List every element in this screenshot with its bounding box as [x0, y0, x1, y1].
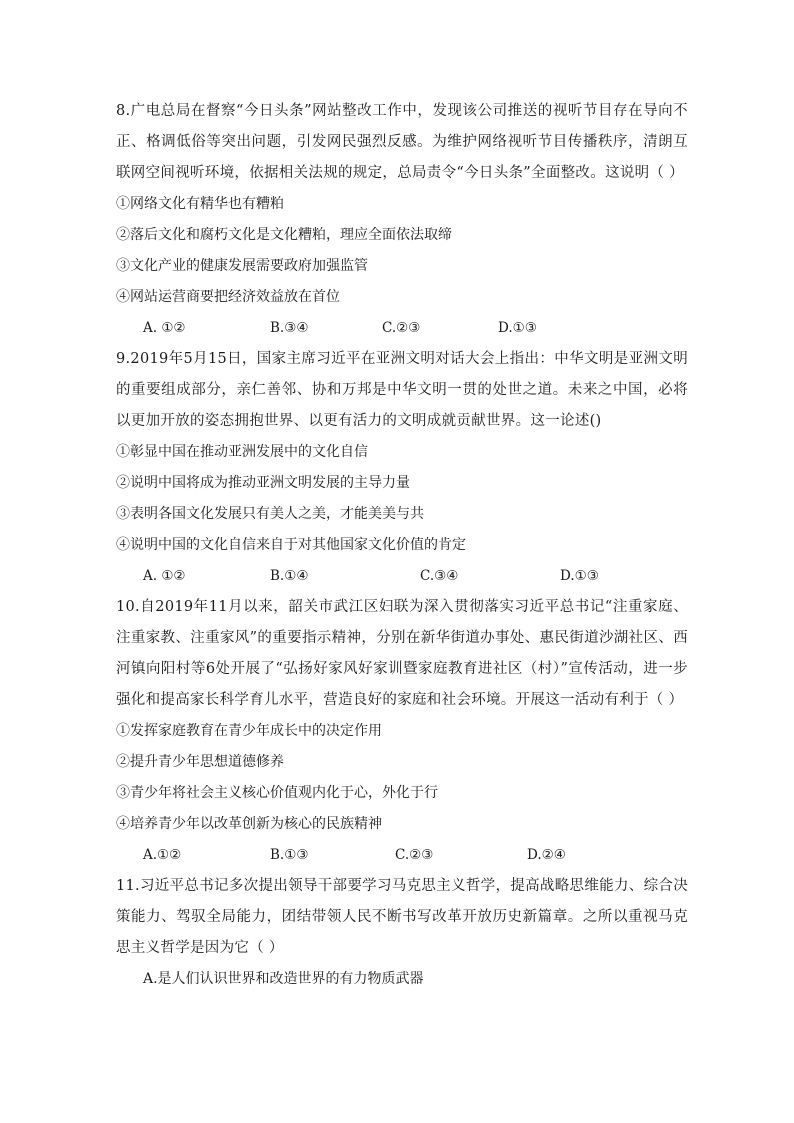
- choice-b: B.③④: [270, 320, 309, 336]
- question-9: [116, 344, 688, 592]
- choice-b: B.①④: [270, 568, 309, 584]
- answer-choices: [116, 840, 688, 871]
- choice-a: A. ①②: [143, 568, 186, 584]
- choice-d: D.②④: [527, 847, 566, 863]
- question-stem: 9.2019年5月15日，国家主席习近平在亚洲文明对话大会上指出：中华文明是亚洲文明的重要组成部分，亲仁善邻、协和万邦是中华文明一贯的处世之道。未来之中国，必将以更加开放的姿态拥抱世界、以更有活力的文明成就贡献世界。这一论述(): [116, 351, 688, 429]
- choice-d: D.①③: [498, 320, 537, 336]
- statement-3: ③青少年将社会主义核心价值观内化于心，外化于行: [116, 785, 438, 801]
- choice-a: A. ①②: [143, 320, 186, 336]
- choice-c: C.②③: [395, 847, 434, 863]
- choice-d: D.①③: [560, 568, 599, 584]
- statement-3: ③文化产业的健康发展需要政府加强监管: [116, 258, 368, 274]
- question-stem: 10.自2019年11月以来，韶关市武江区妇联为深入贯彻落实习近平总书记“注重家庭、注重家教、注重家风”的重要指示精神，分别在新华街道办事处、惠民街道沙湖社区、西河镇向阳村等6处开展了“弘扬好家风好家训暨家庭教育进社区（村）”宣传活动，进一步强化和提高家长科学育儿水平，营造良好的家庭和社会环境。开展这一活动有利于（ ）: [116, 599, 688, 708]
- question-8: [116, 96, 688, 344]
- statement-4: ④培养青少年以改革创新为核心的民族精神: [116, 816, 382, 832]
- answer-choices: [116, 561, 688, 592]
- answer-choices: [116, 313, 688, 344]
- choice-a: A.①②: [143, 847, 182, 863]
- statement-1: ①网络文化有精华也有糟粕: [116, 196, 284, 212]
- question-stem: 8.广电总局在督察“今日头条”网站整改工作中，发现该公司推送的视听节目存在导向不正、格调低俗等突出问题，引发网民强烈反感。为维护网络视听节目传播秩序，清朗互联网空间视听环境，依据相关法规的规定，总局责令“今日头条”全面整改。这说明（ ）: [116, 103, 688, 181]
- statement-2: ②提升青少年思想道德修养: [116, 754, 284, 770]
- statement-4: ④网站运营商要把经济效益放在首位: [116, 289, 340, 305]
- question-10: [116, 592, 688, 871]
- statement-3: ③表明各国文化发展只有美人之美，才能美美与共: [116, 506, 424, 522]
- choice-a: A.是人们认识世界和改造世界的有力物质武器: [143, 971, 424, 987]
- choice-b: B.①③: [270, 847, 309, 863]
- statement-2: ②落后文化和腐朽文化是文化糟粕，理应全面依法取缔: [116, 227, 452, 243]
- choice-c: C.②③: [382, 320, 421, 336]
- statement-1: ①彰显中国在推动亚洲发展中的文化自信: [116, 444, 368, 460]
- document-content: [116, 96, 688, 995]
- statement-1: ①发挥家庭教育在青少年成长中的决定作用: [116, 723, 382, 739]
- statement-4: ④说明中国的文化自信来自于对其他国家文化价值的肯定: [116, 537, 466, 553]
- choice-c: C.③④: [420, 568, 459, 584]
- question-11: [116, 871, 688, 995]
- question-stem: 11.习近平总书记多次提出领导干部要学习马克思主义哲学，提高战略思维能力、综合决策能力、驾驭全局能力，团结带领人民不断书写改革开放历史新篇章。之所以重视马克思主义哲学是因为它（ ）: [116, 878, 688, 956]
- statement-2: ②说明中国将成为推动亚洲文明发展的主导力量: [116, 475, 410, 491]
